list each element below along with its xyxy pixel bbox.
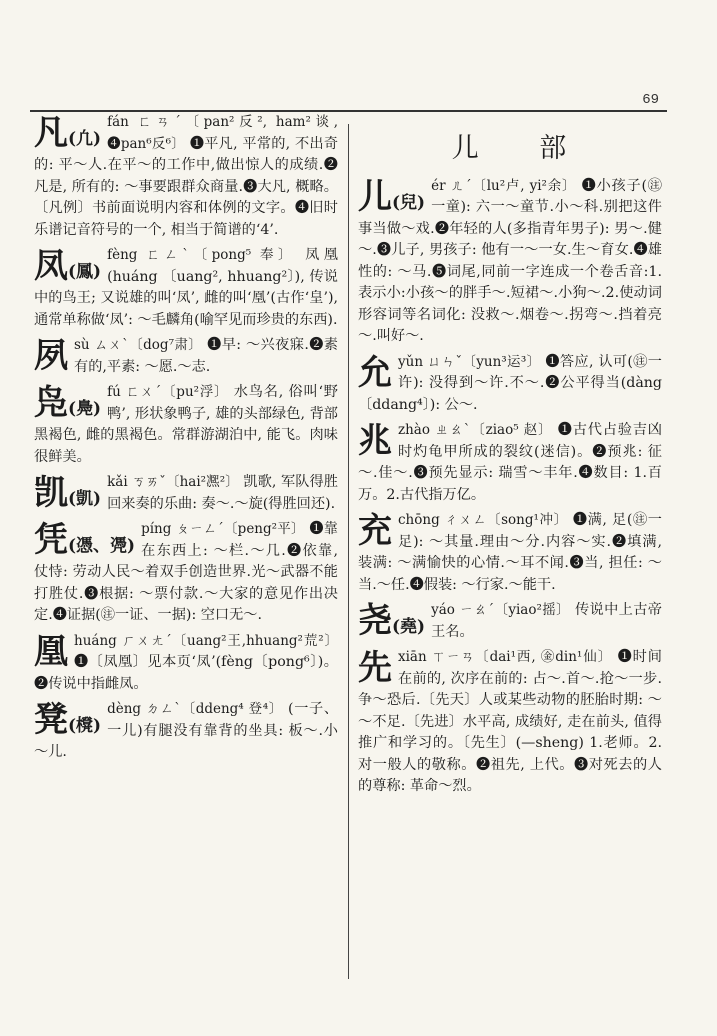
pronunciation: ér ㄦˊ〔lu²卢, yi²余〕 bbox=[431, 177, 577, 194]
pronunciation: dèng ㄉㄥˋ〔ddeng⁴ 登⁴〕 bbox=[107, 701, 283, 717]
definition: 水鸟名, 俗叫‘野鸭’, 形状象鸭子, 雄的头部绿色, 背部黑褐色, 雌的黑褐色。常群游湖泊中, 能飞。肉味很鲜美。 bbox=[34, 384, 338, 465]
pronunciation: zhào ㄓㄠˋ〔ziao⁵ 赵〕 bbox=[398, 422, 553, 438]
entry-head bbox=[34, 631, 68, 672]
dictionary-entry bbox=[34, 631, 338, 696]
entry-head bbox=[358, 601, 426, 641]
headword: 凳 bbox=[34, 700, 68, 740]
entry-head bbox=[358, 511, 392, 551]
pronunciation: kǎi ㄎㄞˇ〔hai²凞²〕 bbox=[107, 474, 239, 490]
entry-head bbox=[358, 648, 392, 688]
dictionary-entry bbox=[358, 176, 662, 348]
variant-form: (鳧) bbox=[68, 399, 102, 419]
entry-head bbox=[358, 352, 392, 393]
variant-form: (鳳) bbox=[68, 262, 102, 282]
variant-form: (凢) bbox=[68, 129, 102, 149]
entry-head bbox=[34, 246, 102, 286]
headword: 凡 bbox=[34, 113, 68, 153]
definition: ❶小孩子(㊟一童): 六一～童节.小～科.别把这件事当做～戏.❷年轻的人(多指青年男子): 男～.健～.❸儿子, 男孩子: 他有一～一女.生～育女.❹雄性的: ～马.❺词尾,同前一字连成一个卷舌音:1.表示小:小孩～的胖手～.短裙～.小狗～.2.使动词形容词等名词化: 没救～.烟卷～.拐弯～.挡着亮～.叫好～. bbox=[358, 177, 662, 344]
headword: 凭 bbox=[34, 520, 68, 560]
headword: 允 bbox=[358, 352, 392, 393]
dictionary-entry bbox=[34, 699, 338, 764]
entry-head bbox=[34, 113, 102, 153]
definition: ❶〔凤凰〕见本页‘凤’(fèng〔pong⁶〕)。❷传说中指雌凤。 bbox=[34, 654, 338, 692]
definition: ❶时间在前的, 次序在前的: 占～.首～.抢～一步.争～恐后.〔先天〕人或某些动物的胚胎时期: ～～不足.〔先进〕水平高, 成绩好, 走在前头, 值得推广和学习的。〔先生〕(—sheng) 1.老师。2.对一般人的敬称。❷祖先, 上代。❸对死去的人的尊称: 革命～烈。 bbox=[358, 649, 662, 794]
variant-form: (櫈) bbox=[68, 716, 102, 736]
headword: 凰 bbox=[34, 631, 68, 672]
variant-form: (堯) bbox=[392, 617, 426, 637]
definition: ❶古代占验吉凶时灼龟甲所成的裂纹(迷信)。❷预兆: 征～.佳～.❸预先显示: 瑞雪～丰年.❹数目: 1.百万。2.古代指万亿。 bbox=[358, 422, 662, 503]
entry-head bbox=[34, 700, 102, 740]
headword: 凫 bbox=[34, 383, 68, 423]
definition: ❶早: ～兴夜寐.❷素有的,平素: ～愿.～志. bbox=[74, 337, 338, 375]
dictionary-entry bbox=[358, 647, 662, 798]
headword: 先 bbox=[358, 648, 392, 688]
dictionary-entry bbox=[358, 420, 662, 506]
entry-head bbox=[34, 336, 68, 376]
pronunciation: sù ㄙㄨˋ〔dog⁷肃〕 bbox=[74, 337, 203, 353]
headword: 凤 bbox=[34, 246, 68, 286]
variant-form: (憑、凴) bbox=[68, 536, 136, 556]
pronunciation: yáo ㄧㄠˊ〔yiao²摇〕 bbox=[431, 602, 571, 618]
dictionary-entry bbox=[34, 382, 338, 468]
dictionary-entry bbox=[34, 472, 338, 515]
definition: ❶满, 足(㊟一足): ～其量.理由～分.内容～实.❷填满, 装满: ～满愉快的心情.～耳不闻.❸当, 担任: ～当.～任.❹假装: ～行家.～能干. bbox=[358, 512, 662, 593]
dictionary-entry bbox=[358, 600, 662, 643]
column-divider bbox=[348, 124, 349, 979]
headword: 凯 bbox=[34, 473, 68, 513]
headword: 夙 bbox=[34, 336, 68, 376]
pronunciation: fú ㄈㄨˊ〔pu²浮〕 bbox=[107, 384, 229, 400]
definition: 传说中上古帝王名。 bbox=[431, 602, 662, 640]
headword: 兆 bbox=[358, 421, 392, 461]
page-number: 69 bbox=[642, 92, 659, 108]
definition: 凤凰(huáng 〔uang², hhuang²〕), 传说中的鸟王; 又说雄的叫‘凤’, 雌的叫‘凰’(古作‘皇’), 通常单称做‘凤’: ～毛麟角(喻罕见而珍贵的东西). bbox=[34, 247, 338, 328]
headword: 充 bbox=[358, 511, 392, 551]
variant-form: (凱) bbox=[68, 489, 102, 509]
pronunciation: fán ㄈㄢˊ〔pan²反², ham²谈, ❹pan⁶反⁶〕 bbox=[107, 114, 338, 152]
definition: ❶靠在东西上: ～栏.～几.❷依靠, 仗恃: 劳动人民～着双手创造世界.光～武器不能打胜仗.❸根据: ～票付款.～大家的意见作出决定.❹证据(㊟一证、一据): 空口无～. bbox=[34, 521, 338, 623]
section-title: 儿 部 bbox=[451, 133, 593, 164]
pronunciation: yǔn ㄩㄣˇ〔yun³运³〕 bbox=[398, 353, 541, 370]
entry-head bbox=[358, 421, 392, 461]
pronunciation: chōng ㄔㄨㄥ〔song¹冲〕 bbox=[398, 512, 568, 528]
definition: ❶平凡, 平常的, 不出奇的: 平～人.在平～的工作中,做出惊人的成绩.❷凡是, 所有的: ～事要跟群众商量.❸大凡, 概略。〔凡例〕书前面说明内容和体例的文字。❹旧时乐谱记音符号的一个, 相当于简谱的‘4’. bbox=[34, 135, 339, 238]
headword: 尧 bbox=[358, 601, 392, 641]
pronunciation: fèng ㄈㄥˋ〔pong⁵ 奉〕 bbox=[107, 247, 297, 263]
dictionary-entry bbox=[34, 519, 338, 627]
entry-head bbox=[358, 176, 426, 217]
variant-form: (兒) bbox=[392, 192, 426, 213]
dictionary-entry bbox=[34, 112, 338, 241]
dictionary-entry bbox=[34, 335, 338, 378]
headword: 儿 bbox=[358, 176, 392, 217]
dictionary-entry bbox=[358, 510, 662, 596]
entry-head bbox=[34, 383, 102, 423]
entry-head bbox=[34, 520, 136, 560]
right-column bbox=[358, 112, 662, 802]
left-column bbox=[34, 112, 338, 768]
pronunciation: huáng ㄏㄨㄤˊ〔uang²王,hhuang²荒²〕 bbox=[74, 632, 338, 649]
dictionary-entry bbox=[34, 245, 338, 331]
definition: (一子、一儿)有腿没有靠背的坐具: 板～.小～儿. bbox=[34, 701, 339, 760]
pronunciation: píng ㄆㄧㄥˊ〔peng²平〕 bbox=[141, 521, 305, 537]
definition: 凯歌, 军队得胜回来奏的乐曲: 奏～.～旋(得胜回还). bbox=[107, 474, 338, 512]
pronunciation: xiān ㄒㄧㄢ〔dai¹西, ㊎din¹仙〕 bbox=[398, 649, 613, 665]
dictionary-entry bbox=[358, 352, 662, 417]
definition: ❶答应, 认可(㊟一许): 没得到～许.不～.❷公平得当(dàng〔ddang⁴〕): 公～. bbox=[358, 353, 662, 413]
entry-head bbox=[34, 473, 102, 513]
